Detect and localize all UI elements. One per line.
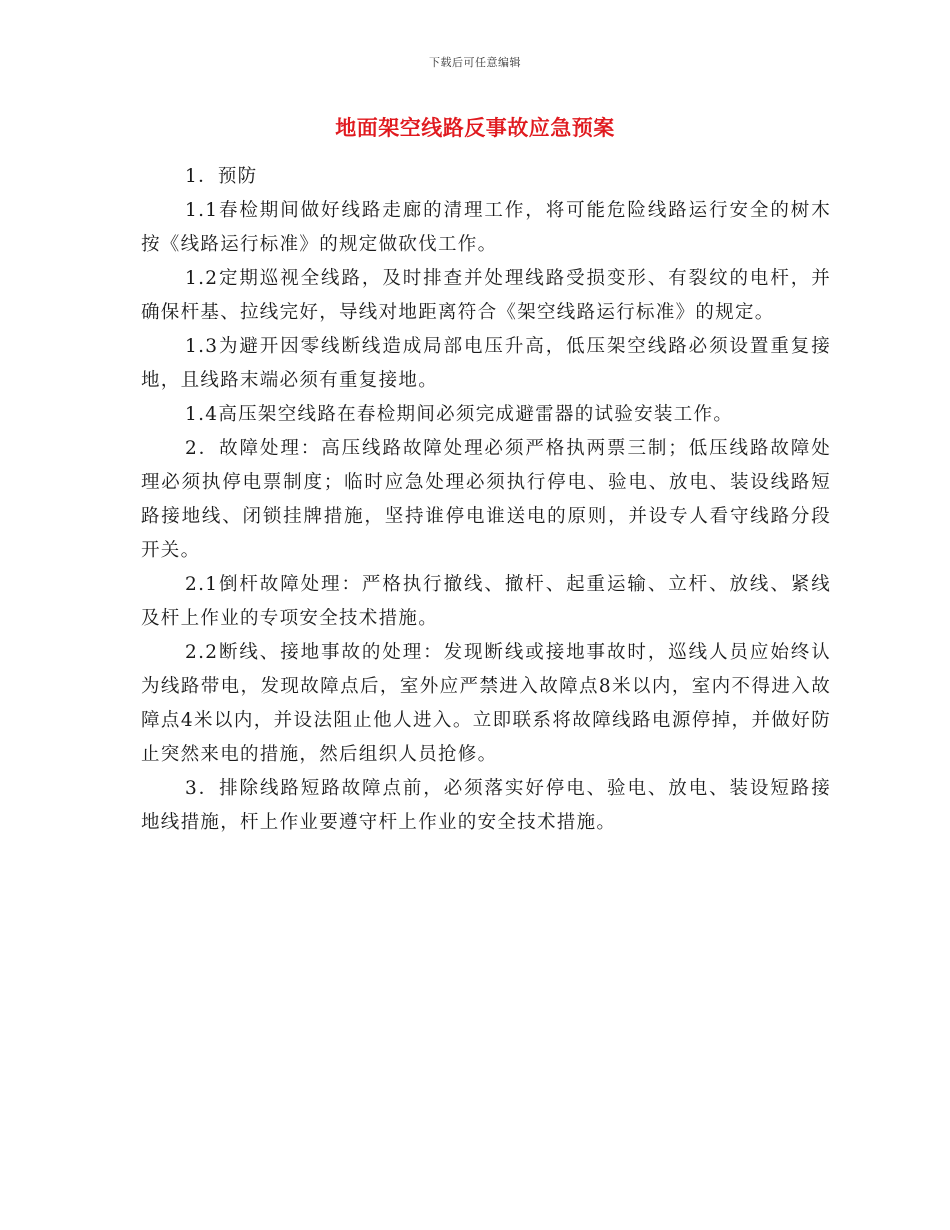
paragraph-1-2: 1.2定期巡视全线路，及时排查并处理线路受损变形、有裂纹的电杆，并确保杆基、拉线完好，导线对地距离符合《架空线路运行标准》的规定。 — [141, 268, 831, 323]
header-note: 下载后可任意编辑 — [429, 56, 521, 69]
paragraph-2-1: 2.1倒杆故障处理：严格执行撤线、撤杆、起重运输、立杆、放线、紧线及杆上作业的专项安全技术措施。 — [141, 574, 831, 629]
paragraph-1-4: 1.4高压架空线路在春检期间必须完成避雷器的试验安装工作。 — [185, 404, 734, 425]
paragraph-3: 3．排除线路短路故障点前，必须落实好停电、验电、放电、装设短路接地线措施，杆上作业要遵守杆上作业的安全技术措施。 — [141, 778, 831, 833]
document-body — [141, 160, 831, 840]
paragraph-prevention-heading: 1．预防 — [185, 166, 258, 187]
document-title: 地面架空线路反事故应急预案 — [335, 116, 615, 140]
paragraph-1-3: 1.3为避开因零线断线造成局部电压升高，低压架空线路必须设置重复接地，且线路末端必须有重复接地。 — [141, 336, 831, 391]
paragraph-2-fault-handling: 2．故障处理：高压线路故障处理必须严格执两票三制；低压线路故障处理必须执停电票制度；临时应急处理必须执行停电、验电、放电、装设线路短路接地线、闭锁挂牌措施，坚持谁停电谁送电的原则，并设专人看守线路分段开关。 — [141, 438, 831, 561]
paragraph-2-2: 2.2断线、接地事故的处理：发现断线或接地事故时，巡线人员应始终认为线路带电，发现故障点后，室外应严禁进入故障点8米以内，室内不得进入故障点4米以内，并设法阻止他人进入。立即联系将故障线路电源停掉，并做好防止突然来电的措施，然后组织人员抢修。 — [141, 642, 831, 765]
paragraph-1-1: 1.1春检期间做好线路走廊的清理工作，将可能危险线路运行安全的树木按《线路运行标准》的规定做砍伐工作。 — [141, 200, 831, 255]
